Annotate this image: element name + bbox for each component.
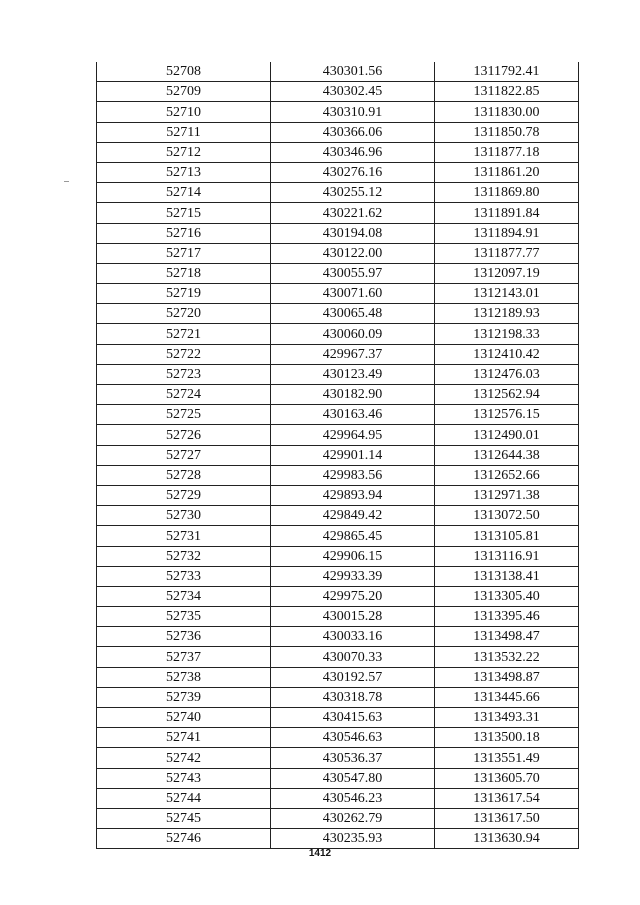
point-id-cell: 52745 [97, 808, 271, 828]
table-row [97, 62, 579, 82]
x-coordinate-cell: 430182.90 [271, 385, 435, 405]
x-coordinate-cell: 429964.95 [271, 425, 435, 445]
point-id-cell: 52719 [97, 284, 271, 304]
table-row [97, 546, 579, 566]
point-id-cell: 52708 [97, 62, 271, 82]
point-id-cell: 52725 [97, 405, 271, 425]
x-coordinate-cell: 429893.94 [271, 485, 435, 505]
y-coordinate-cell: 1313138.41 [435, 566, 579, 586]
table-row [97, 788, 579, 808]
x-coordinate-cell: 429975.20 [271, 586, 435, 606]
point-id-cell: 52713 [97, 162, 271, 182]
table-row [97, 526, 579, 546]
point-id-cell: 52714 [97, 183, 271, 203]
y-coordinate-cell: 1312562.94 [435, 385, 579, 405]
coordinates-table [96, 62, 579, 849]
y-coordinate-cell: 1313605.70 [435, 768, 579, 788]
y-coordinate-cell: 1313617.50 [435, 808, 579, 828]
y-coordinate-cell: 1313630.94 [435, 829, 579, 849]
point-id-cell: 52744 [97, 788, 271, 808]
x-coordinate-cell: 430415.63 [271, 708, 435, 728]
table-row [97, 364, 579, 384]
table-row [97, 324, 579, 344]
point-id-cell: 52709 [97, 82, 271, 102]
x-coordinate-cell: 429983.56 [271, 465, 435, 485]
table-row [97, 728, 579, 748]
table-row [97, 385, 579, 405]
point-id-cell: 52739 [97, 687, 271, 707]
x-coordinate-cell: 430123.49 [271, 364, 435, 384]
table-row [97, 485, 579, 505]
x-coordinate-cell: 430346.96 [271, 142, 435, 162]
point-id-cell: 52733 [97, 566, 271, 586]
table-row [97, 647, 579, 667]
table-row [97, 667, 579, 687]
point-id-cell: 52735 [97, 607, 271, 627]
point-id-cell: 52722 [97, 344, 271, 364]
y-coordinate-cell: 1313445.66 [435, 687, 579, 707]
x-coordinate-cell: 430070.33 [271, 647, 435, 667]
y-coordinate-cell: 1311850.78 [435, 122, 579, 142]
x-coordinate-cell: 429967.37 [271, 344, 435, 364]
table-row [97, 82, 579, 102]
table-row [97, 304, 579, 324]
y-coordinate-cell: 1313072.50 [435, 506, 579, 526]
x-coordinate-cell: 430318.78 [271, 687, 435, 707]
x-coordinate-cell: 430060.09 [271, 324, 435, 344]
table-row [97, 808, 579, 828]
y-coordinate-cell: 1312143.01 [435, 284, 579, 304]
y-coordinate-cell: 1311822.85 [435, 82, 579, 102]
x-coordinate-cell: 429906.15 [271, 546, 435, 566]
point-id-cell: 52711 [97, 122, 271, 142]
y-coordinate-cell: 1311792.41 [435, 62, 579, 82]
point-id-cell: 52740 [97, 708, 271, 728]
y-coordinate-cell: 1313105.81 [435, 526, 579, 546]
x-coordinate-cell: 430071.60 [271, 284, 435, 304]
y-coordinate-cell: 1312576.15 [435, 405, 579, 425]
point-id-cell: 52736 [97, 627, 271, 647]
x-coordinate-cell: 430255.12 [271, 183, 435, 203]
point-id-cell: 52718 [97, 263, 271, 283]
x-coordinate-cell: 430310.91 [271, 102, 435, 122]
table-row [97, 829, 579, 849]
x-coordinate-cell: 430546.23 [271, 788, 435, 808]
table-row [97, 162, 579, 182]
point-id-cell: 52734 [97, 586, 271, 606]
point-id-cell: 52726 [97, 425, 271, 445]
table-row [97, 243, 579, 263]
x-coordinate-cell: 430015.28 [271, 607, 435, 627]
y-coordinate-cell: 1313498.87 [435, 667, 579, 687]
table-row [97, 263, 579, 283]
y-coordinate-cell: 1312189.93 [435, 304, 579, 324]
point-id-cell: 52720 [97, 304, 271, 324]
y-coordinate-cell: 1312198.33 [435, 324, 579, 344]
point-id-cell: 52730 [97, 506, 271, 526]
y-coordinate-cell: 1311894.91 [435, 223, 579, 243]
page-number: 1412 [308, 848, 332, 859]
y-coordinate-cell: 1312410.42 [435, 344, 579, 364]
y-coordinate-cell: 1311861.20 [435, 162, 579, 182]
y-coordinate-cell: 1313305.40 [435, 586, 579, 606]
table-row [97, 687, 579, 707]
point-id-cell: 52742 [97, 748, 271, 768]
table-row [97, 223, 579, 243]
y-coordinate-cell: 1313493.31 [435, 708, 579, 728]
table-row [97, 183, 579, 203]
x-coordinate-cell: 430055.97 [271, 263, 435, 283]
y-coordinate-cell: 1313116.91 [435, 546, 579, 566]
point-id-cell: 52717 [97, 243, 271, 263]
coordinates-table-body [97, 62, 579, 849]
y-coordinate-cell: 1311891.84 [435, 203, 579, 223]
y-coordinate-cell: 1312490.01 [435, 425, 579, 445]
y-coordinate-cell: 1313532.22 [435, 647, 579, 667]
x-coordinate-cell: 430366.06 [271, 122, 435, 142]
y-coordinate-cell: 1312652.66 [435, 465, 579, 485]
x-coordinate-cell: 430276.16 [271, 162, 435, 182]
y-coordinate-cell: 1311877.77 [435, 243, 579, 263]
table-row [97, 284, 579, 304]
y-coordinate-cell: 1311869.80 [435, 183, 579, 203]
point-id-cell: 52721 [97, 324, 271, 344]
table-row [97, 607, 579, 627]
table-row [97, 768, 579, 788]
y-coordinate-cell: 1312097.19 [435, 263, 579, 283]
x-coordinate-cell: 430262.79 [271, 808, 435, 828]
x-coordinate-cell: 430302.45 [271, 82, 435, 102]
x-coordinate-cell: 430065.48 [271, 304, 435, 324]
x-coordinate-cell: 430221.62 [271, 203, 435, 223]
y-coordinate-cell: 1313500.18 [435, 728, 579, 748]
table-row [97, 465, 579, 485]
x-coordinate-cell: 430163.46 [271, 405, 435, 425]
x-coordinate-cell: 430301.56 [271, 62, 435, 82]
point-id-cell: 52741 [97, 728, 271, 748]
table-row [97, 405, 579, 425]
point-id-cell: 52710 [97, 102, 271, 122]
y-coordinate-cell: 1311877.18 [435, 142, 579, 162]
point-id-cell: 52723 [97, 364, 271, 384]
x-coordinate-cell: 429901.14 [271, 445, 435, 465]
table-row [97, 203, 579, 223]
point-id-cell: 52724 [97, 385, 271, 405]
x-coordinate-cell: 430192.57 [271, 667, 435, 687]
x-coordinate-cell: 430122.00 [271, 243, 435, 263]
x-coordinate-cell: 430536.37 [271, 748, 435, 768]
point-id-cell: 52716 [97, 223, 271, 243]
table-row [97, 708, 579, 728]
table-row [97, 102, 579, 122]
margin-mark [64, 181, 69, 182]
table-row [97, 748, 579, 768]
table-row [97, 627, 579, 647]
table-row [97, 142, 579, 162]
point-id-cell: 52729 [97, 485, 271, 505]
x-coordinate-cell: 429849.42 [271, 506, 435, 526]
point-id-cell: 52727 [97, 445, 271, 465]
point-id-cell: 52712 [97, 142, 271, 162]
point-id-cell: 52732 [97, 546, 271, 566]
y-coordinate-cell: 1313498.47 [435, 627, 579, 647]
y-coordinate-cell: 1313395.46 [435, 607, 579, 627]
point-id-cell: 52715 [97, 203, 271, 223]
point-id-cell: 52737 [97, 647, 271, 667]
y-coordinate-cell: 1313551.49 [435, 748, 579, 768]
point-id-cell: 52746 [97, 829, 271, 849]
x-coordinate-cell: 429865.45 [271, 526, 435, 546]
point-id-cell: 52743 [97, 768, 271, 788]
point-id-cell: 52731 [97, 526, 271, 546]
y-coordinate-cell: 1312476.03 [435, 364, 579, 384]
y-coordinate-cell: 1311830.00 [435, 102, 579, 122]
point-id-cell: 52738 [97, 667, 271, 687]
y-coordinate-cell: 1312971.38 [435, 485, 579, 505]
table-row [97, 586, 579, 606]
table-row [97, 425, 579, 445]
table-row [97, 344, 579, 364]
table-row [97, 445, 579, 465]
x-coordinate-cell: 429933.39 [271, 566, 435, 586]
x-coordinate-cell: 430235.93 [271, 829, 435, 849]
table-row [97, 566, 579, 586]
y-coordinate-cell: 1313617.54 [435, 788, 579, 808]
y-coordinate-cell: 1312644.38 [435, 445, 579, 465]
x-coordinate-cell: 430546.63 [271, 728, 435, 748]
x-coordinate-cell: 430033.16 [271, 627, 435, 647]
point-id-cell: 52728 [97, 465, 271, 485]
x-coordinate-cell: 430547.80 [271, 768, 435, 788]
table-row [97, 506, 579, 526]
x-coordinate-cell: 430194.08 [271, 223, 435, 243]
table-row [97, 122, 579, 142]
